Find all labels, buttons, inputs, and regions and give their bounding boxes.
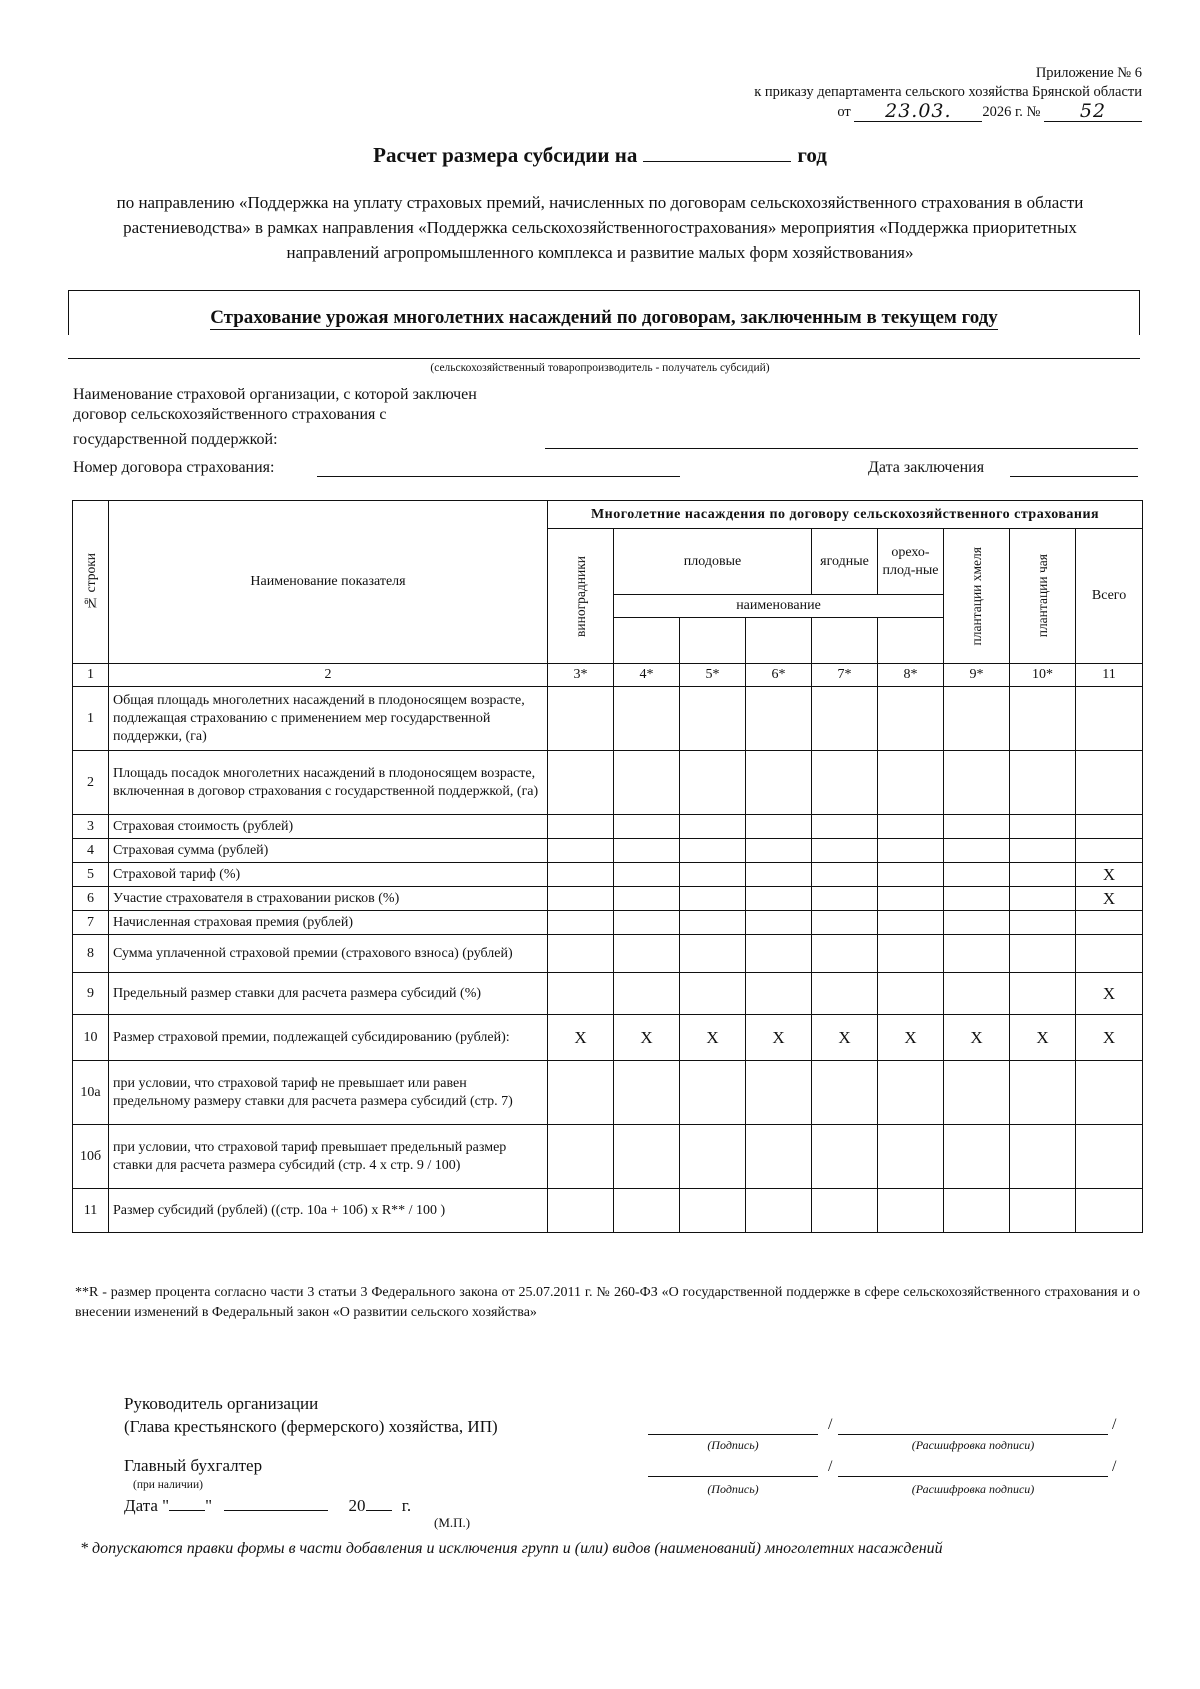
value-cell[interactable]: [1010, 911, 1076, 935]
value-cell[interactable]: [812, 751, 878, 815]
row-number: 11: [73, 1189, 109, 1233]
value-cell[interactable]: [746, 815, 812, 839]
value-cell[interactable]: [878, 973, 944, 1015]
value-cell[interactable]: [614, 687, 680, 751]
col-vineyards: виноградники: [548, 529, 614, 664]
value-cell[interactable]: [680, 1189, 746, 1233]
value-cell[interactable]: [746, 935, 812, 973]
column-number: 8*: [878, 664, 944, 687]
decode-caption: (Расшифровка подписи): [911, 1482, 1035, 1496]
row-label: Предельный размер ставки для расчета размера субсидий (%): [109, 973, 548, 1015]
head-decode-field[interactable]: [838, 1418, 1108, 1435]
value-cell[interactable]: [944, 1061, 1010, 1125]
column-number: 4*: [614, 664, 680, 687]
row-label: Страховая стоимость (рублей): [109, 815, 548, 839]
value-cell[interactable]: [944, 1189, 1010, 1233]
accountant-decode-field[interactable]: [838, 1460, 1108, 1477]
table-row: [73, 1061, 1143, 1125]
value-cell[interactable]: [680, 863, 746, 887]
value-cell[interactable]: [614, 935, 680, 973]
value-cell[interactable]: [1076, 751, 1143, 815]
insurer-label: Наименование страховой организации, с которой заключен договор сельскохозяйственного страхования с государственной поддержкой:: [73, 386, 477, 448]
value-cell[interactable]: [1010, 839, 1076, 863]
value-cell[interactable]: [680, 935, 746, 973]
table-row: [73, 1189, 1143, 1233]
stamp-place: (М.П.): [434, 1515, 471, 1530]
value-cell[interactable]: [614, 863, 680, 887]
row-label: Страховая сумма (рублей): [109, 839, 548, 863]
annex-title: Приложение № 6: [1035, 65, 1142, 81]
value-cell[interactable]: [812, 815, 878, 839]
col-fruit: плодовые: [614, 529, 812, 595]
value-cell[interactable]: [812, 973, 878, 1015]
value-cell[interactable]: [1010, 863, 1076, 887]
row-number: 3: [73, 815, 109, 839]
accountant-label: Главный бухгалтер: [124, 1456, 263, 1475]
value-cell[interactable]: [812, 935, 878, 973]
naming-cell[interactable]: [680, 618, 746, 664]
value-cell[interactable]: [812, 1061, 878, 1125]
value-cell[interactable]: [614, 911, 680, 935]
value-cell[interactable]: [878, 935, 944, 973]
row-label: Начисленная страховая премия (рублей): [109, 911, 548, 935]
table-row: [73, 935, 1143, 973]
value-cell[interactable]: [548, 1061, 614, 1125]
value-cell[interactable]: [614, 815, 680, 839]
row-number: 10: [73, 1015, 109, 1061]
day-field[interactable]: [169, 1496, 205, 1511]
x-marker-cell: X: [878, 1015, 944, 1061]
value-cell[interactable]: [1010, 687, 1076, 751]
column-numbers-row: [73, 664, 1143, 687]
decode-caption: (Расшифровка подписи): [911, 1438, 1035, 1452]
value-cell[interactable]: [614, 1125, 680, 1189]
col-tea: плантации чая: [1010, 529, 1076, 664]
col-rownum-header: № строки: [73, 501, 109, 664]
x-marker-cell: X: [1010, 1015, 1076, 1061]
value-cell[interactable]: [746, 1189, 812, 1233]
row-number: 10б: [73, 1125, 109, 1189]
column-number: 10*: [1010, 664, 1076, 687]
value-cell[interactable]: [944, 887, 1010, 911]
head-label: Руководитель организации (Глава крестьянского (фермерского) хозяйства, ИП): [124, 1394, 498, 1436]
value-cell[interactable]: [1076, 815, 1143, 839]
value-cell[interactable]: [680, 973, 746, 1015]
x-marker-cell: X: [1076, 1015, 1143, 1061]
value-cell[interactable]: [746, 1061, 812, 1125]
row-number: 9: [73, 973, 109, 1015]
value-cell[interactable]: [548, 911, 614, 935]
value-cell[interactable]: [812, 1125, 878, 1189]
slash: /: [828, 1458, 833, 1475]
head-signature-field[interactable]: [648, 1418, 818, 1435]
value-cell[interactable]: [878, 1125, 944, 1189]
value-cell[interactable]: [746, 973, 812, 1015]
value-cell[interactable]: [944, 1125, 1010, 1189]
x-marker-cell: X: [812, 1015, 878, 1061]
value-cell[interactable]: [944, 815, 1010, 839]
value-cell[interactable]: [1010, 935, 1076, 973]
value-cell[interactable]: [614, 1189, 680, 1233]
value-cell[interactable]: [944, 935, 1010, 973]
naming-header: наименование: [614, 595, 944, 618]
direction-text: по направлению «Поддержка на уплату страховых премий, начисленных по договорам сельскохозяйственного страхования в области растениеводства» в рамках направления «Поддержка сельскохозяйственногострахования» мероприятия «Поддержка приоритетных направлений агропромышленного комплекса и развитие малых форм хозяйствования»: [116, 193, 1084, 262]
value-cell[interactable]: [1076, 1189, 1143, 1233]
contract-number-label: Номер договора страхования:: [73, 459, 275, 476]
column-number: 7*: [812, 664, 878, 687]
value-cell[interactable]: [548, 887, 614, 911]
value-cell[interactable]: [878, 1189, 944, 1233]
value-cell[interactable]: [878, 887, 944, 911]
value-cell[interactable]: [878, 839, 944, 863]
value-cell[interactable]: [944, 973, 1010, 1015]
slash: /: [1112, 1458, 1117, 1475]
annex-date: 23.03.: [854, 102, 982, 122]
column-number: 9*: [944, 664, 1010, 687]
value-cell[interactable]: [548, 1125, 614, 1189]
column-number: 3*: [548, 664, 614, 687]
slash: /: [1112, 1416, 1117, 1433]
col-hops: плантации хмеля: [944, 529, 1010, 664]
col-indicator-header: Наименование показателя: [109, 501, 548, 664]
naming-cell[interactable]: [812, 618, 878, 664]
x-marker-cell: X: [614, 1015, 680, 1061]
value-cell[interactable]: [746, 863, 812, 887]
value-cell[interactable]: [614, 887, 680, 911]
column-number: 11: [1076, 664, 1143, 687]
section-box: [68, 290, 1140, 335]
footnote: **R - размер процента согласно части 3 статьи 3 Федерального закона от 25.07.2011 г. № 260-ФЗ «О государственной поддержке в сфере сельскохозяйственного страхования и о внесении изменений в Федеральный закон «О развитии сельского хозяйства»: [75, 1285, 1140, 1320]
x-marker-cell: X: [746, 1015, 812, 1061]
insurer-field[interactable]: [545, 430, 1138, 449]
x-marker-cell: X: [944, 1015, 1010, 1061]
value-cell[interactable]: [614, 1061, 680, 1125]
date-row: Дата " " 20 г.: [124, 1496, 412, 1515]
page-title: Расчет размера субсидии на год: [373, 143, 827, 167]
row-number: 2: [73, 751, 109, 815]
producer-line[interactable]: [68, 358, 1140, 359]
table-row: [73, 887, 1143, 911]
value-cell[interactable]: [878, 911, 944, 935]
year-blank[interactable]: [643, 143, 791, 162]
value-cell[interactable]: [680, 751, 746, 815]
value-cell[interactable]: [1010, 751, 1076, 815]
value-cell[interactable]: [1076, 935, 1143, 973]
row-label: Общая площадь многолетних насаждений в плодоносящем возрасте, подлежащая страхованию с применением мер государственной поддержки, (га): [109, 687, 548, 751]
value-cell[interactable]: [680, 911, 746, 935]
value-cell[interactable]: [680, 1125, 746, 1189]
value-cell[interactable]: [680, 887, 746, 911]
row-number: 6: [73, 887, 109, 911]
value-cell[interactable]: [1010, 1189, 1076, 1233]
col-berries: ягодные: [812, 529, 878, 595]
value-cell[interactable]: [1010, 1061, 1076, 1125]
value-cell[interactable]: [944, 687, 1010, 751]
row-label: Площадь посадок многолетних насаждений в плодоносящем возрасте, включенная в договор страхования с государственной поддержкой, (га): [109, 751, 548, 815]
table-row: [73, 973, 1143, 1015]
annex-order: к приказу департамента сельского хозяйства Брянской области: [754, 84, 1142, 100]
col-nuts: орехо-плод-ные: [878, 529, 944, 595]
table-row: [73, 1125, 1143, 1189]
row-label: Страховой тариф (%): [109, 863, 548, 887]
value-cell[interactable]: [878, 751, 944, 815]
value-cell[interactable]: [812, 887, 878, 911]
value-cell[interactable]: [680, 815, 746, 839]
slash: /: [828, 1416, 833, 1433]
value-cell[interactable]: [746, 687, 812, 751]
value-cell[interactable]: [1010, 973, 1076, 1015]
value-cell[interactable]: [680, 839, 746, 863]
value-cell[interactable]: [614, 751, 680, 815]
row-label: Размер субсидий (рублей) ((стр. 10а + 10б) х R** / 100 ): [109, 1189, 548, 1233]
row-number: 7: [73, 911, 109, 935]
conclusion-date-label: Дата заключения: [868, 459, 985, 476]
group-header: Многолетние насаждения по договору сельскохозяйственного страхования: [548, 501, 1143, 529]
table-row: [73, 815, 1143, 839]
producer-caption: (сельскохозяйственный товаропроизводитель - получатель субсидий): [430, 362, 770, 374]
value-cell[interactable]: [812, 839, 878, 863]
x-marker-cell: X: [1076, 973, 1143, 1015]
value-cell[interactable]: [746, 839, 812, 863]
row-number: 8: [73, 935, 109, 973]
column-number: 6*: [746, 664, 812, 687]
value-cell[interactable]: [614, 839, 680, 863]
table-row: [73, 911, 1143, 935]
value-cell[interactable]: [944, 863, 1010, 887]
if-any-note: (при наличии): [133, 1479, 203, 1491]
table-row: [73, 839, 1143, 863]
value-cell[interactable]: [878, 687, 944, 751]
value-cell[interactable]: [680, 687, 746, 751]
value-cell[interactable]: [812, 863, 878, 887]
value-cell[interactable]: [746, 887, 812, 911]
value-cell[interactable]: [548, 839, 614, 863]
section-title: Страхование урожая многолетних насаждений по договорам, заключенным в текущем году: [210, 307, 998, 328]
row-number: 4: [73, 839, 109, 863]
value-cell[interactable]: [548, 935, 614, 973]
value-cell[interactable]: [1010, 815, 1076, 839]
annex-header: [754, 64, 1142, 122]
value-cell[interactable]: [878, 863, 944, 887]
signature-caption: (Подпись): [707, 1438, 759, 1452]
column-number: 5*: [680, 664, 746, 687]
accountant-signature-field[interactable]: [648, 1460, 818, 1477]
year-field[interactable]: [366, 1496, 392, 1511]
value-cell[interactable]: [1076, 911, 1143, 935]
x-marker-cell: X: [680, 1015, 746, 1061]
value-cell[interactable]: [548, 863, 614, 887]
table-row: [73, 1015, 1143, 1061]
value-cell[interactable]: [548, 751, 614, 815]
value-cell[interactable]: [812, 911, 878, 935]
value-cell[interactable]: [680, 1061, 746, 1125]
x-marker-cell: X: [548, 1015, 614, 1061]
naming-cell[interactable]: [878, 618, 944, 664]
month-field[interactable]: [224, 1496, 328, 1511]
annex-number: 52: [1044, 102, 1142, 122]
row-number: 1: [73, 687, 109, 751]
value-cell[interactable]: [944, 839, 1010, 863]
col-total: Всего: [1076, 529, 1143, 664]
column-number: 2: [109, 664, 548, 687]
value-cell[interactable]: [878, 815, 944, 839]
value-cell[interactable]: [548, 1189, 614, 1233]
value-cell[interactable]: [812, 687, 878, 751]
table-row: [73, 751, 1143, 815]
value-cell[interactable]: [944, 751, 1010, 815]
signature-caption: (Подпись): [707, 1482, 759, 1496]
row-number: 5: [73, 863, 109, 887]
x-marker-cell: X: [1076, 887, 1143, 911]
row-label: Участие страхователя в страховании рисков (%): [109, 887, 548, 911]
value-cell[interactable]: [812, 1189, 878, 1233]
row-label: при условии, что страховой тариф превышает предельный размер ставки для расчета размера субсидий (стр. 4 х стр. 9 / 100): [109, 1125, 548, 1189]
value-cell[interactable]: [1010, 887, 1076, 911]
row-label: Сумма уплаченной страховой премии (страхового взноса) (рублей): [109, 935, 548, 973]
conclusion-date-field[interactable]: [1010, 458, 1138, 477]
naming-cell[interactable]: [614, 618, 680, 664]
value-cell[interactable]: [746, 751, 812, 815]
naming-cell[interactable]: [746, 618, 812, 664]
value-cell[interactable]: [1076, 1061, 1143, 1125]
row-number: 10а: [73, 1061, 109, 1125]
contract-number-field[interactable]: [317, 458, 680, 477]
table-row: [73, 863, 1143, 887]
subsidy-table: [72, 500, 1143, 1233]
value-cell[interactable]: [1076, 687, 1143, 751]
table-row: [73, 687, 1143, 751]
bottom-note: * допускаются правки формы в части добавления и исключения групп и (или) видов (наименований) многолетних насаждений: [80, 1540, 943, 1557]
row-label: Размер страховой премии, подлежащей субсидированию (рублей):: [109, 1015, 548, 1061]
value-cell[interactable]: [746, 1125, 812, 1189]
value-cell[interactable]: [1076, 839, 1143, 863]
value-cell[interactable]: [746, 911, 812, 935]
value-cell[interactable]: [1076, 1125, 1143, 1189]
annex-date-line: от 23.03. 2026 г. № 52: [754, 102, 1142, 122]
value-cell[interactable]: [878, 1061, 944, 1125]
value-cell[interactable]: [614, 973, 680, 1015]
value-cell[interactable]: [944, 911, 1010, 935]
value-cell[interactable]: [548, 973, 614, 1015]
row-label: при условии, что страховой тариф не превышает или равен предельному размеру ставки для расчета размера субсидий (стр. 7): [109, 1061, 548, 1125]
column-number: 1: [73, 664, 109, 687]
value-cell[interactable]: [1010, 1125, 1076, 1189]
value-cell[interactable]: [548, 815, 614, 839]
value-cell[interactable]: [548, 687, 614, 751]
x-marker-cell: X: [1076, 863, 1143, 887]
